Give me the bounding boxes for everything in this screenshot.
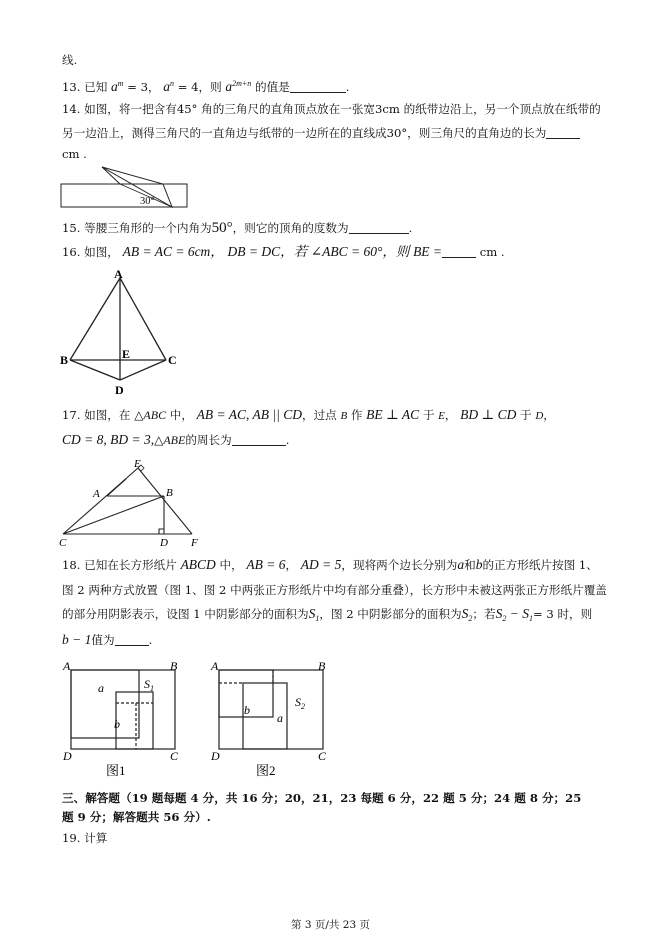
question-13 xyxy=(62,76,349,95)
q18-line4 xyxy=(62,632,152,648)
carry-line: 线. xyxy=(62,53,78,67)
fig1-label-d-corner: D xyxy=(63,749,72,763)
q18-text2: 中， xyxy=(219,558,243,572)
q18-line3-text2: ，图 2 中阴影部分的面积为 xyxy=(319,607,462,621)
q18-ab: AB = 6 xyxy=(246,557,286,572)
question-15 xyxy=(62,220,412,236)
q16-expr1: AB = AC = 6cm， xyxy=(122,244,224,259)
q13-end: 的值是 xyxy=(255,80,290,94)
fig2-caption: 图2 xyxy=(256,763,276,778)
question-17 xyxy=(62,407,555,424)
q18-text3: ，现将两个边长分别为 xyxy=(341,558,458,572)
q17-text: 17. 如图，在 xyxy=(62,408,131,422)
q17-line2-tri: △ABE xyxy=(154,433,186,447)
q17-expr2: BE ⊥ AC xyxy=(366,407,420,422)
q17-line2-expr: CD = 8, BD = 3, xyxy=(62,432,155,447)
q18-line3-text3: ；若 xyxy=(472,607,496,621)
q18-a: a xyxy=(457,557,465,572)
fig1-s1: $S_1$ xyxy=(144,677,154,693)
q14-line1: 14. 如图，将一把含有45° 角的三角尺的直角顶点放在一张宽3cm 的纸带边沿上，另一个顶点放在纸带的 xyxy=(62,102,601,116)
q16-expr4: BE = xyxy=(413,244,443,259)
question-16 xyxy=(62,244,505,260)
q17-line2-text: 的周长为 xyxy=(185,433,232,447)
q17-point-e: E xyxy=(438,410,445,422)
q17-label-a: A xyxy=(93,488,100,500)
q16-label-e: E xyxy=(122,347,131,361)
fig1-label-b-corner: B xyxy=(170,659,178,673)
q16-expr2: DB = DC，若 xyxy=(227,244,308,259)
q18-line3-text1: 的部分用阴影表示，设图 1 中阴影部分的面积为 xyxy=(62,607,309,621)
q13-period: . xyxy=(345,80,350,94)
section-3-heading-line2: 题 9 分；解答题共 56 分）. xyxy=(62,810,211,824)
q17-label-f: F xyxy=(191,537,198,548)
q17-t3: ，过点 xyxy=(301,408,337,422)
q18-line4-text: 值为 xyxy=(91,633,115,647)
q17-line2-end: . xyxy=(285,433,290,447)
q14-line3: cm . xyxy=(62,147,87,161)
q16-label-d: D xyxy=(115,383,124,397)
q18-b: b xyxy=(475,557,483,572)
q18-s2: $S_2$ xyxy=(461,606,473,623)
q18-s2-s1: $S_2 - S_1$ xyxy=(495,606,533,623)
q18-ad: AD = 5 xyxy=(300,557,342,572)
page-footer: 第 3 页/共 23 页 xyxy=(291,919,370,931)
q17-t2: 中， xyxy=(169,408,193,422)
q14-figure xyxy=(60,160,190,210)
q17-expr3: BD ⊥ CD xyxy=(460,407,517,422)
q18-line4-end: . xyxy=(148,633,153,647)
q13-answer-blank[interactable] xyxy=(290,80,346,93)
q15-end: . xyxy=(408,221,413,235)
q16-answer-blank[interactable] xyxy=(442,245,476,258)
fig1-label-a-corner: A xyxy=(63,659,71,673)
q16-expr3: ∠ABC = 60°，则 xyxy=(310,244,410,259)
q15-text2: ，则它的顶角的度数为 xyxy=(232,221,349,235)
q16-text: 16. 如图， xyxy=(62,245,119,259)
q13-eq2: = 4，则 xyxy=(177,80,222,94)
q18-s1: $S_1$ xyxy=(308,606,320,623)
fig1-side-a: a xyxy=(98,681,104,695)
fig2-side-b: b xyxy=(244,703,250,717)
q17-figure xyxy=(55,456,205,548)
section-3-heading-line1: 三、解答题（19 题每题 4 分，共 16 分；20，21，23 每题 6 分，22 题 5 分；24 题 8 分；25 xyxy=(62,791,582,805)
q17-tri: △ABC xyxy=(134,408,167,422)
q14-line2 xyxy=(62,125,580,141)
q18-line3-text4: = 3 时，则 xyxy=(532,607,593,621)
paper-strip xyxy=(61,184,187,207)
angle-30-label: 30° xyxy=(140,196,155,207)
fig1-side-b: b xyxy=(114,717,120,731)
fig1-caption: 图1 xyxy=(106,763,126,778)
q13-an: $a^n$ xyxy=(163,79,175,94)
q18-line1: 18. 已知在长方形纸片 ABCD 中， AB = 6， AD = 5，现将两个边长分别为a和b的正方形纸片按图 1、 xyxy=(62,557,598,572)
q16-figure xyxy=(58,268,188,400)
q17-t4: 作 xyxy=(350,408,363,422)
q18-line3 xyxy=(62,606,592,627)
q17-t8: ， xyxy=(543,408,555,422)
q16-label-a: A xyxy=(114,268,123,281)
fig1-label-c-corner: C xyxy=(170,749,179,763)
q18-text1: 18. 已知在长方形纸片 xyxy=(62,558,177,572)
q16-end: cm . xyxy=(479,245,505,259)
q18-text4: 的正方形纸片按图 1、 xyxy=(482,558,598,572)
q13-eq1: = 3， xyxy=(127,80,160,94)
q15-answer-blank[interactable] xyxy=(349,221,409,234)
q17-point-b: B xyxy=(340,410,348,422)
q13-prefix: 13. 已知 xyxy=(62,80,108,94)
q17-line2 xyxy=(62,432,289,448)
q17-answer-blank[interactable] xyxy=(232,433,286,446)
q13-a2mn: $a^{2m+n}$ xyxy=(225,79,252,94)
fig2-label-d-corner: D xyxy=(211,749,220,763)
q13-am: $a^m$ xyxy=(111,79,124,94)
q18-figure-1 xyxy=(58,658,188,778)
q14-line2-text: 另一边沿上，测得三角尺的一直角边与纸带的一边所在的直线成30°，则三角尺的直角边的长为 xyxy=(62,126,547,140)
q17-t7: 于 xyxy=(520,408,532,422)
q17-t5: 于 xyxy=(422,408,435,422)
q18-b-minus-1: b − 1 xyxy=(62,632,92,647)
q18-abcd: ABCD xyxy=(180,557,216,572)
q15-text: 15. 等腰三角形的一个内角为 xyxy=(62,221,212,235)
q18-figure-2 xyxy=(206,658,336,778)
q16-label-b: B xyxy=(60,353,69,367)
fig2-side-a: a xyxy=(277,711,283,725)
q16-label-c: C xyxy=(168,353,177,367)
q17-label-c: C xyxy=(59,537,67,548)
q17-expr1: AB = AC, AB || CD xyxy=(196,407,302,422)
question-19: 19. 计算 xyxy=(62,831,108,845)
fig2-s2: $S_2$ xyxy=(295,695,305,711)
fig2-label-c-corner: C xyxy=(318,749,327,763)
q18-he: 和 xyxy=(464,558,476,572)
q17-label-d: D xyxy=(160,537,168,548)
set-square xyxy=(102,167,172,207)
q17-label-e: E xyxy=(134,458,141,470)
q17-point-d: D xyxy=(535,410,544,422)
q17-label-b: B xyxy=(166,487,173,499)
q17-t6: ， xyxy=(444,408,457,422)
q14-answer-blank[interactable] xyxy=(546,126,580,139)
q18-answer-blank[interactable] xyxy=(115,633,149,646)
fig2-label-a-corner: A xyxy=(211,659,219,673)
q18-line2: 图 2 两种方式放置（图 1、图 2 中两张正方形纸片中均有部分重叠），长方形中未被这两张正方形纸片覆盖 xyxy=(62,583,607,597)
fig2-label-b-corner: B xyxy=(318,659,326,673)
q15-angle: 50° xyxy=(211,220,233,236)
